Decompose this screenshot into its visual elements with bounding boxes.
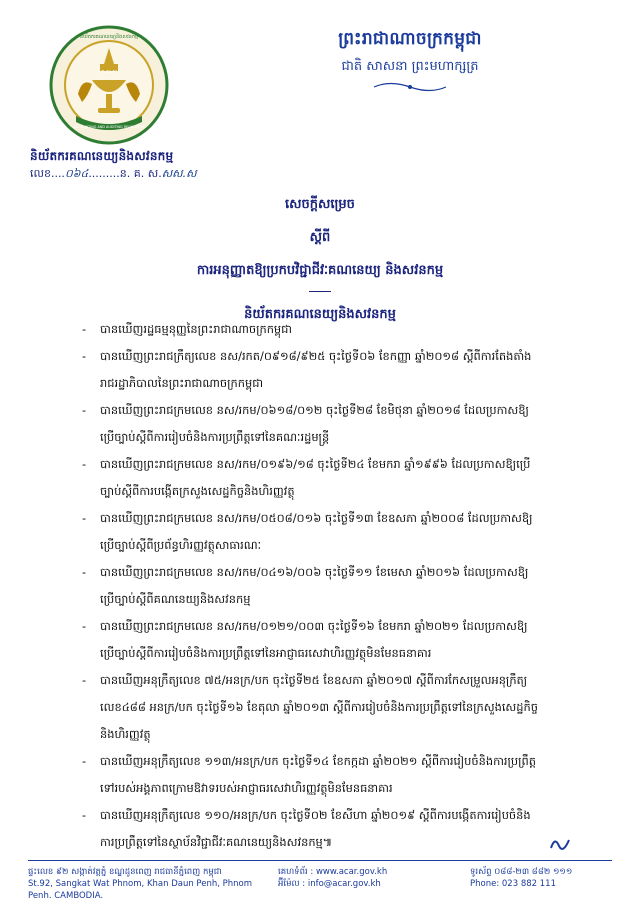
- list-bullet-dash: -: [82, 619, 87, 633]
- list-item-text: បានឃើញអនុក្រឹត្យលេខ ១១៣/អនក្រ/បក ចុះថ្ងៃទី១៤ ខែកក្កដា ឆ្នាំ២០២១ ស្តីពីការរៀបចំនិងការប្រព្រឹត្ត: [100, 754, 537, 768]
- footer-phone: [470, 866, 630, 890]
- list-bullet-dash: -: [82, 403, 87, 417]
- footer-divider: [28, 860, 612, 861]
- page-initial-mark: [545, 832, 575, 856]
- ref-number-handwritten: ០៦៤: [64, 167, 89, 180]
- legal-references-list: [82, 316, 602, 856]
- list-item-text: ការប្រព្រឹត្តទៅនៃស្ថាប័នវិជ្ជាជីវៈគណនេយ្យនិងសវនកម្ម៕: [100, 835, 333, 849]
- list-bullet-dash: -: [82, 565, 87, 579]
- decision-subject-label: ស្តីពី: [309, 230, 331, 245]
- title-divider: [309, 291, 331, 292]
- list-item-text: បានឃើញរដ្ឋធម្មនុញ្ញនៃព្រះរាជាណាចក្រកម្ពុជា: [100, 322, 292, 336]
- list-item: [82, 505, 602, 559]
- reference-number: [30, 167, 197, 183]
- list-item-text: បានឃើញព្រះរាជក្រមលេខ នស/រកម/០៥០៨/០១៦ ចុះថ្ងៃទី១៣ ខែឧសភា ឆ្នាំ២០០៨ ដែលប្រកាសឱ្យ: [100, 511, 533, 525]
- footer-address-en: St.92, Sangkat Wat Phnom, Khan Daun Penh, Phnom Penh. CAMBODIA.: [28, 879, 253, 901]
- list-item: [82, 748, 602, 802]
- acar-logo-emblem: [48, 24, 170, 146]
- list-item-text: ប្រើច្បាប់ស្តីពីការរៀបចំនិងការប្រព្រឹត្តទៅនៃគណៈរដ្ឋមន្ត្រី: [100, 430, 330, 444]
- motto-ornament: [370, 80, 450, 94]
- footer-phone-en: Phone: 023 882 111: [470, 879, 556, 889]
- list-item: [82, 802, 602, 856]
- list-bullet-dash: -: [82, 457, 87, 471]
- footer-contact: [278, 866, 448, 890]
- ref-prefix: លេខ....: [30, 167, 65, 180]
- logo-top-text: និយ័តករគណនេយ្យនិងសវនកម្ម: [79, 34, 139, 40]
- list-item-text: ប្រើច្បាប់ស្តីពីការរៀបចំនិងការប្រព្រឹត្តទៅនៃអាជ្ញាធរសេវាហិរញ្ញវត្ថុមិនមែនធនាគារ: [100, 646, 432, 660]
- list-bullet-dash: -: [82, 808, 87, 822]
- list-item-text: បានឃើញព្រះរាជក្រមលេខ នស/រកម/០៦១៨/០១២ ចុះថ្ងៃទី២៨ ខែមិថុនា ឆ្នាំ២០១៨ ដែលប្រកាសឱ្យ: [100, 403, 529, 417]
- list-item-text: បានឃើញព្រះរាជក្រឹត្យលេខ នស/រកត/០៩១៨/៩២៥ ចុះថ្ងៃទី០៦ ខែកញ្ញា ឆ្នាំ២០១៨ ស្តីពីការតែងតាំង: [100, 349, 532, 363]
- svg-text:គ.ស.ស: គ.ស.ស: [101, 69, 117, 75]
- list-item-text: បានឃើញព្រះរាជក្រមលេខ នស/រកម/០៤១៦/០០៦ ចុះថ្ងៃទី១១ ខែមេសា ឆ្នាំ២០១៦ ដែលប្រកាសឱ្យ: [100, 565, 529, 579]
- list-item-text: រាជរដ្ឋាភិបាលនៃព្រះរាជាណាចក្រកម្ពុជា: [100, 376, 264, 390]
- list-bullet-dash: -: [82, 511, 87, 525]
- list-item-text: បានឃើញព្រះរាជក្រមលេខ នស/រកម/០១៩៦/១៨ ចុះថ្ងៃទី២៤ ខែមករា ឆ្នាំ១៩៩៦ ដែលប្រកាសឱ្យប្រើ: [100, 457, 531, 471]
- list-item: [82, 343, 602, 397]
- list-item-text: បានឃើញអនុក្រឹត្យលេខ ១១០/អនក្រ/បក ចុះថ្ងៃទី០២ ខែសីហា ឆ្នាំ២០១៩ ស្តីពីការបង្កើតការរៀបចំនិង: [100, 808, 531, 822]
- list-bullet-dash: -: [82, 754, 87, 768]
- list-bullet-dash: -: [82, 322, 87, 336]
- list-item-text: បានឃើញព្រះរាជក្រមលេខ នស/រកម/០១២១/០០៣ ចុះថ្ងៃទី១៦ ខែមករា ឆ្នាំ២០២១ ដែលប្រកាសឱ្យ: [100, 619, 528, 633]
- ref-handwritten-tail: សស.ស: [161, 167, 197, 180]
- list-item-text: ប្រើច្បាប់ស្តីពីប្រព័ន្ធហិរញ្ញវត្ថុសាធារណៈ: [100, 538, 262, 552]
- list-item: [82, 613, 602, 667]
- list-bullet-dash: -: [82, 673, 87, 687]
- decision-subject: ការអនុញ្ញាតឱ្យប្រកបវិជ្ជាជីវៈគណនេយ្យ និងសវនកម្ម: [196, 263, 444, 278]
- decision-title: សេចក្តីសម្រេច: [285, 197, 355, 212]
- footer-website: គេហទំព័រ : www.acar.gov.kh: [278, 867, 388, 877]
- list-item-text: លេខ៤៨៨ អនក្រ/បក ចុះថ្ងៃទី១៦ ខែតុលា ឆ្នាំ២០១៣ ស្តីពីការរៀបចំនិងការប្រព្រឹត្តទៅនៃក្រសួងសេដ្ឋកិច្ច: [100, 700, 538, 714]
- ref-suffix: .........ន. គ. ស.: [88, 167, 162, 180]
- list-item-text: និងហិរញ្ញវត្ថុ: [100, 727, 151, 741]
- kingdom-heading: ព្រះរាជាណាចក្រកម្ពុជា: [338, 29, 482, 49]
- list-item-text: ច្បាប់ស្តីពីការបង្កើតក្រសួងសេដ្ឋកិច្ចនិងហិរញ្ញវត្ថុ: [100, 484, 295, 498]
- footer-email: អ៊ីម៉ែល : info@acar.gov.kh: [278, 879, 381, 889]
- decision-title-block: [0, 196, 640, 325]
- list-bullet-dash: -: [82, 349, 87, 363]
- list-item: [82, 667, 602, 748]
- footer-address-kh: ផ្ទះលេខ ៩២ សង្កាត់វត្តភ្នំ ខណ្ឌដូនពេញ រាជធានីភ្នំពេញ កម្ពុជា: [28, 867, 222, 877]
- issuing-authority: និយ័តករគណនេយ្យនិងសវនកម្ម: [244, 307, 396, 322]
- footer-address: [28, 866, 268, 902]
- list-item: [82, 397, 602, 451]
- organization-name: និយ័តករគណនេយ្យនិងសវនកម្ម: [30, 149, 174, 163]
- logo-ribbon-text: ACCOUNTING AND AUDITING REGULATOR: [73, 125, 145, 129]
- list-item-text: ប្រើច្បាប់ស្តីពីគណនេយ្យនិងសវនកម្ម: [100, 592, 251, 606]
- list-item: [82, 559, 602, 613]
- list-item: [82, 316, 602, 343]
- list-item: [82, 451, 602, 505]
- national-motto: ជាតិ សាសនា ព្រះមហាក្សត្រ: [341, 59, 479, 74]
- list-item-text: បានឃើញអនុក្រឹត្យលេខ ៧៥/អនក្រ/បក ចុះថ្ងៃទី២៥ ខែឧសភា ឆ្នាំ២០១៧ ស្តីពីការកែសម្រួលអនុក្រឹត្យ: [100, 673, 528, 687]
- footer-phone-kh: ទូរស័ព្ទ ០៨៨-២៣ ៨៨២ ១១១: [470, 867, 573, 877]
- list-item-text: ទៅរបស់អង្គភាពក្រោមឱវាទរបស់អាជ្ញាធរសេវាហិរញ្ញវត្ថុមិនមែនធនាគារ: [100, 781, 393, 795]
